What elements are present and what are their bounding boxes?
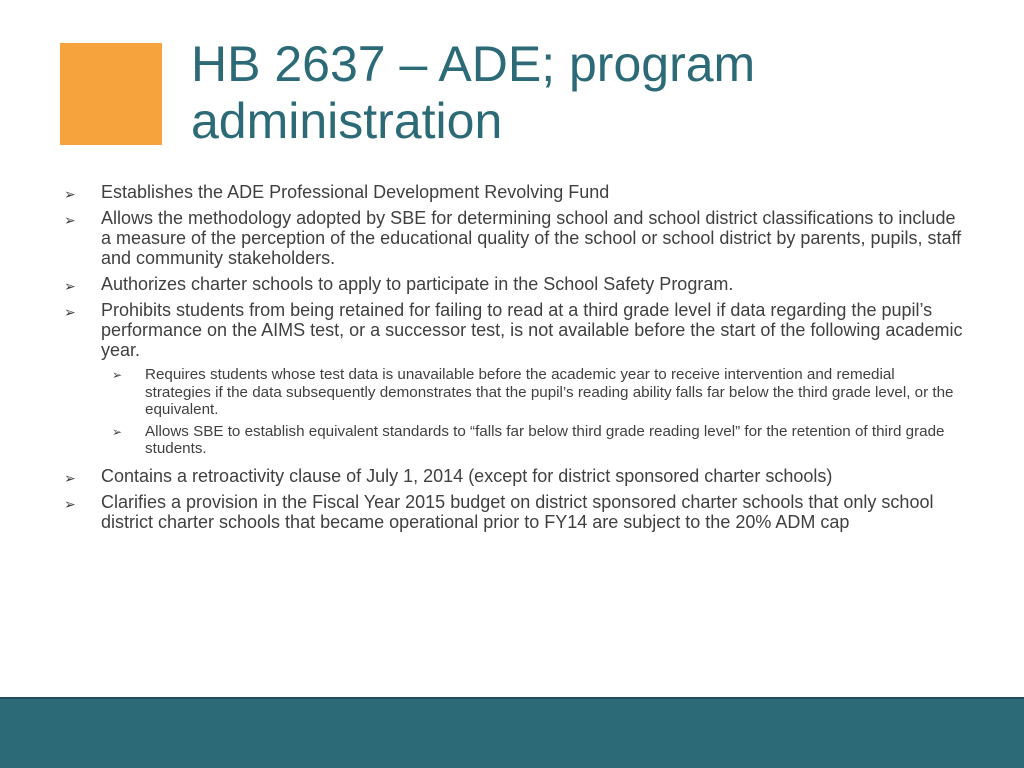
slide-title: HB 2637 – ADE; program administration (191, 36, 756, 149)
arrow-bullet-icon: ➢ (64, 495, 76, 512)
bullet-item (64, 466, 964, 486)
sub-bullet-text: Allows SBE to establish equivalent standards to “falls far below third grade reading level” for the retention of third grade students. (145, 422, 945, 457)
bullet-text: Establishes the ADE Professional Development Revolving Fund (101, 182, 610, 202)
arrow-bullet-icon: ➢ (64, 469, 76, 486)
bullet-text: Contains a retroactivity clause of July 1, 2014 (except for district sponsored charter schools) (101, 465, 833, 486)
arrow-bullet-icon: ➢ (64, 304, 76, 320)
arrow-bullet-icon: ➢ (64, 278, 76, 294)
sub-bullet-item (64, 423, 964, 458)
bullet-list (64, 182, 964, 538)
sub-bullet-text: Requires students whose test data is unavailable before the academic year to receive intervention and remedial strategies if the data subsequently demonstrates that the pupil’s reading ability falls far below the third grade level, or the equivalent. (145, 366, 954, 418)
bullet-item (64, 274, 964, 294)
bullet-text: Clarifies a provision in the Fiscal Year 2015 budget on district sponsored charter schools that only school district charter schools that became operational prior to FY14 are subject to the 20% ADM cap (101, 491, 934, 532)
arrow-bullet-icon: ➢ (64, 212, 76, 228)
arrow-bullet-icon: ➢ (112, 368, 123, 382)
bullet-text: Authorizes charter schools to apply to participate in the School Safety Program. (101, 274, 734, 294)
footer-bar (0, 697, 1024, 768)
bullet-item (64, 208, 964, 268)
accent-square (60, 43, 162, 145)
bullet-item (64, 492, 964, 532)
sub-bullet-item (64, 366, 964, 419)
bullet-item (64, 300, 964, 360)
arrow-bullet-icon: ➢ (112, 424, 123, 439)
arrow-bullet-icon: ➢ (64, 186, 76, 202)
bullet-text: Allows the methodology adopted by SBE for determining school and school district classifications to include a measure of the perception of the educational quality of the school or school district by parents, pupils, staff and community stakeholders. (101, 208, 962, 268)
bullet-item (64, 182, 964, 202)
bullet-text: Prohibits students from being retained for failing to read at a third grade level if data regarding the pupil’s performance on the AIMS test, or a successor test, is not available before the start of the following academic year. (101, 300, 963, 360)
